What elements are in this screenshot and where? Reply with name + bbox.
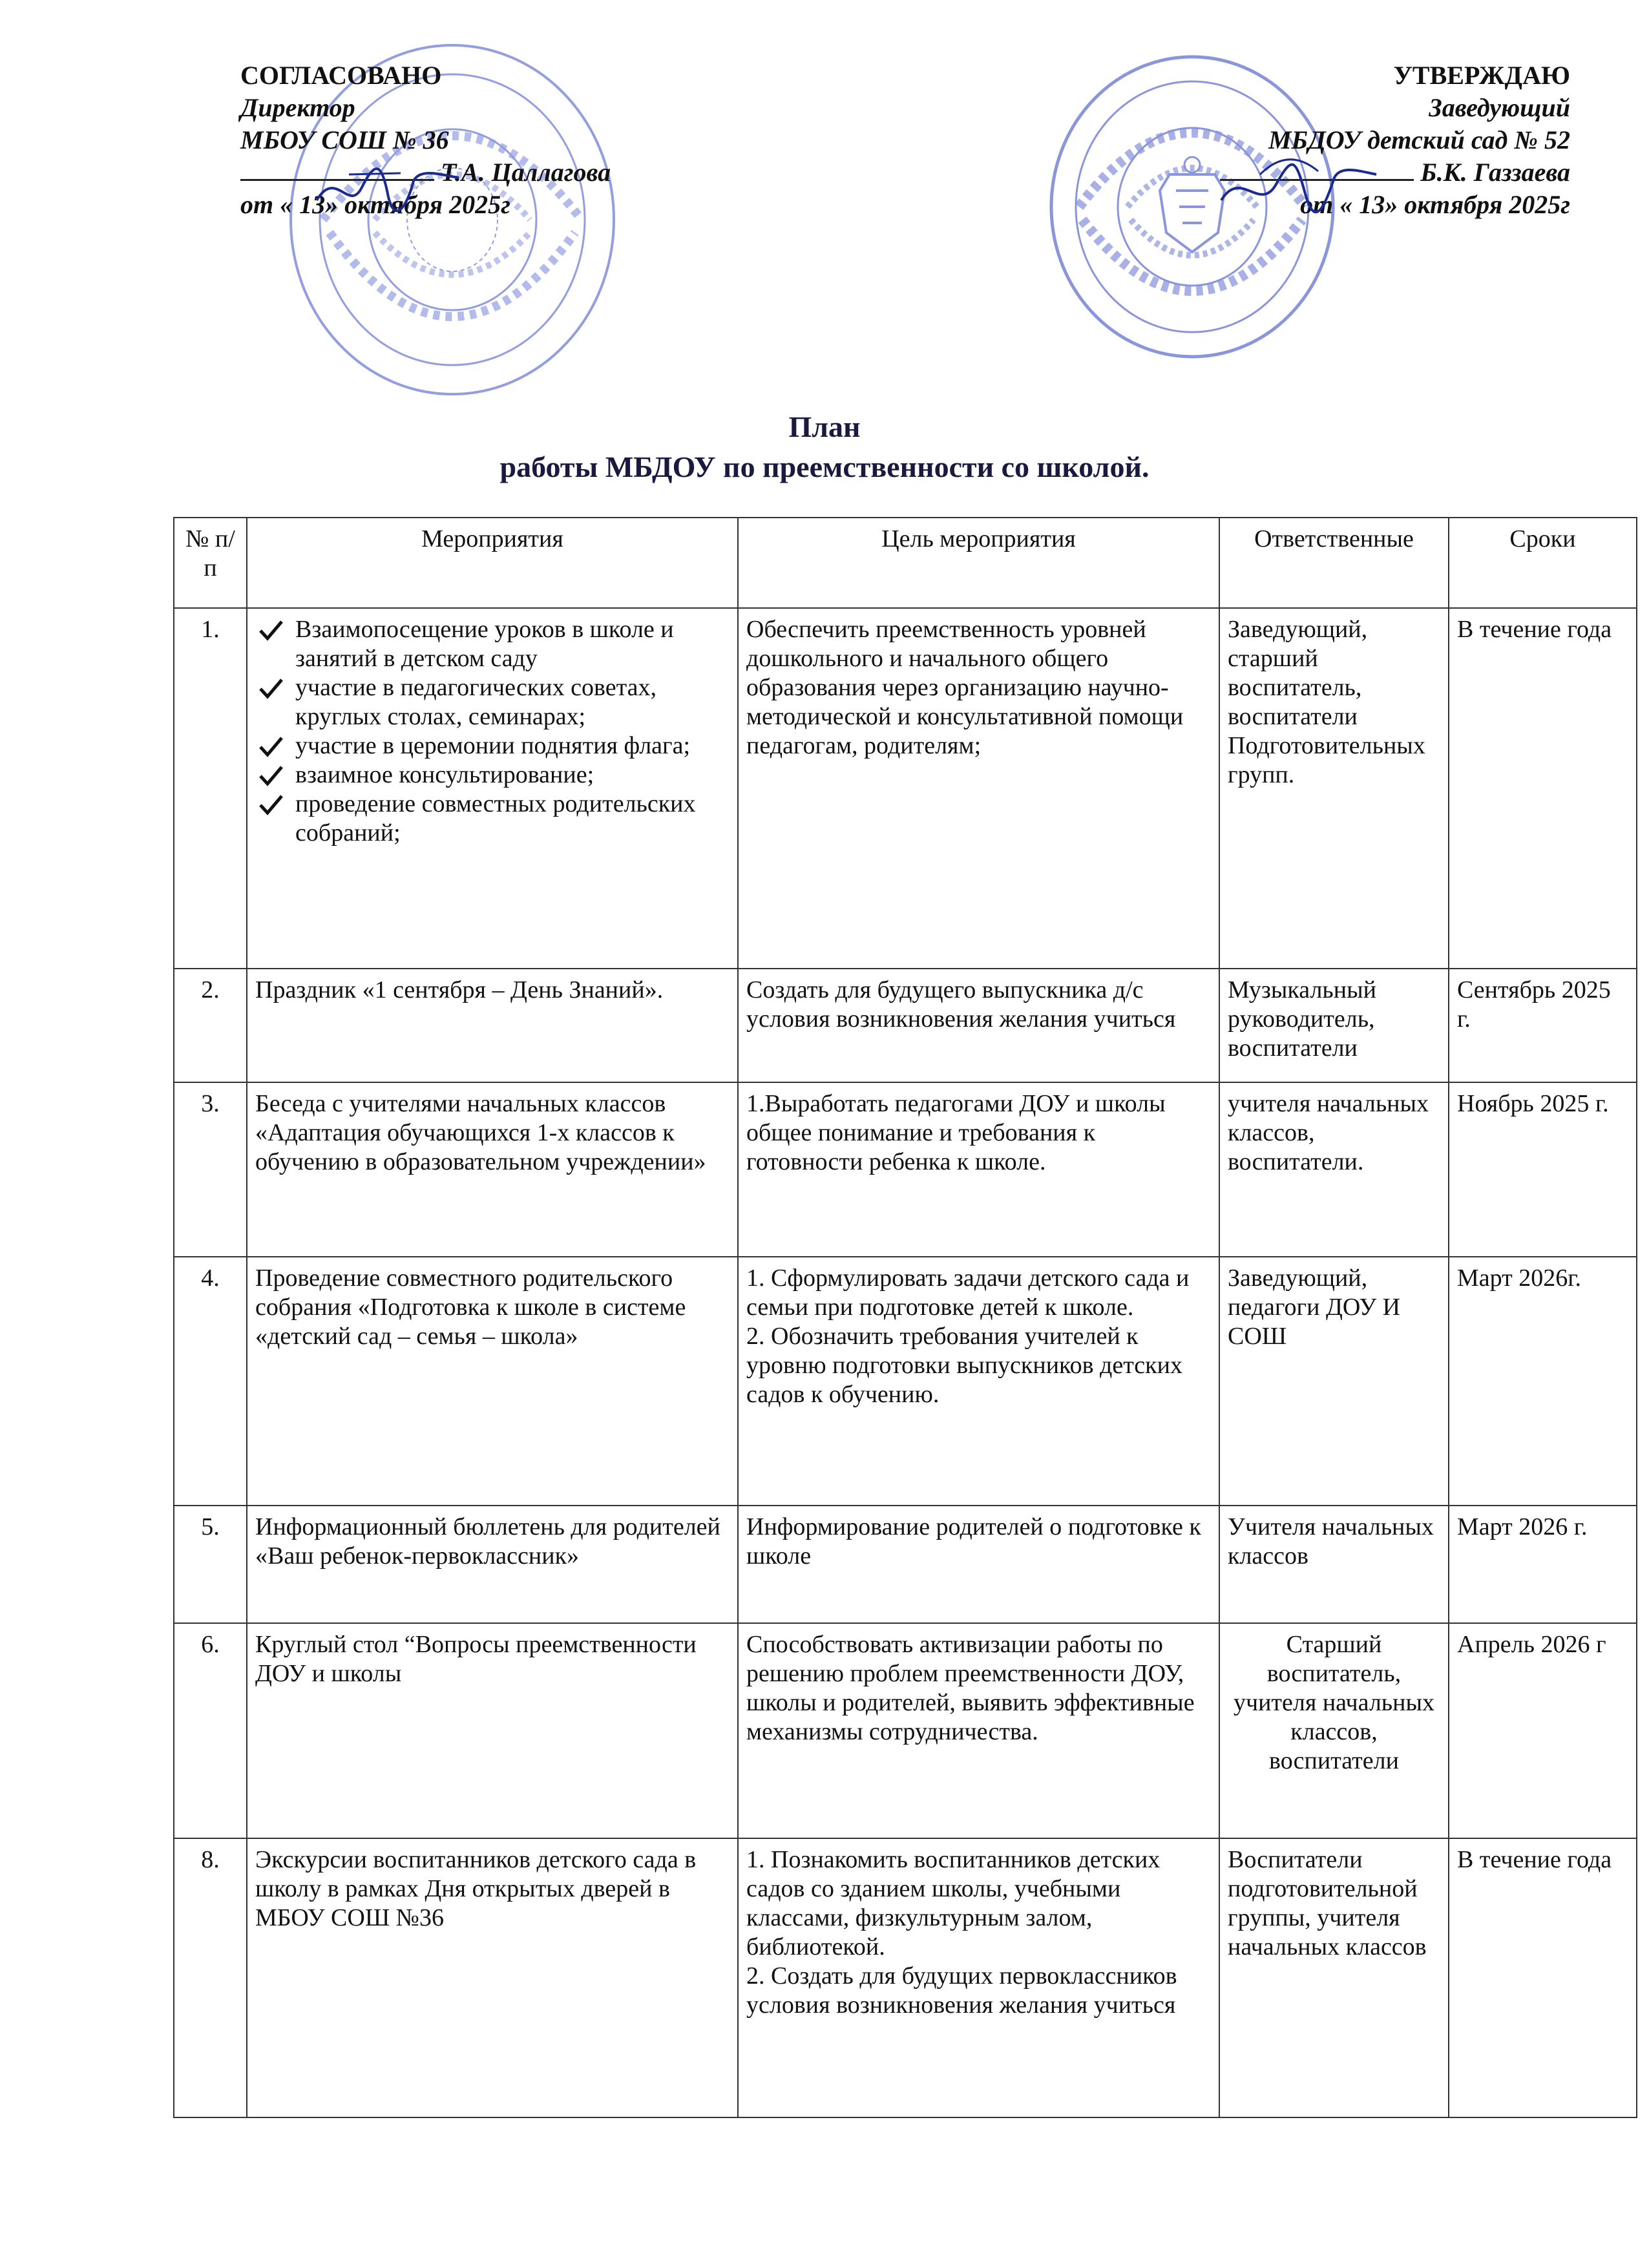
checklist-item-text: проведение совместных родительских собраний; — [295, 790, 696, 846]
row-event: Информационный бюллетень для родителей «Ваш ребенок-первоклассник» — [247, 1506, 738, 1623]
table-header-row — [174, 518, 1637, 608]
row-num: 1. — [174, 608, 247, 969]
document-title: План — [788, 410, 861, 443]
checklist-item-text: взаимное консультирование; — [295, 761, 594, 788]
goal-line: 1. Сформулировать задачи детского сада и семьи при подготовке детей к школе. — [746, 1265, 1190, 1321]
table-row — [174, 1082, 1637, 1257]
row-responsible: Учителя начальных классов — [1219, 1506, 1449, 1623]
table-row — [174, 1838, 1637, 2117]
goal-line: 2. Создать для будущих первоклассников условия возникновения желания учиться — [746, 1962, 1177, 2019]
row-event: Экскурсии воспитанников детского сада в школу в рамках Дня открытых дверей в МБОУ СОШ №36 — [247, 1838, 738, 2117]
header-num: № п/п — [174, 518, 247, 608]
row-dates: Сентябрь 2025 г. — [1449, 969, 1637, 1082]
row-dates: В течение года — [1449, 1838, 1637, 2117]
document-title-block — [0, 407, 1649, 487]
row-goal — [738, 1838, 1219, 2117]
approval-right-organization: МБДОУ детский сад № 52 — [1268, 125, 1570, 154]
plan-table — [173, 517, 1637, 2118]
row-num: 4. — [174, 1257, 247, 1506]
row-num: 8. — [174, 1838, 247, 2117]
table-row — [174, 608, 1637, 969]
approval-left-name: Т.А. Цаллагова — [441, 158, 611, 187]
checklist-item-text: участие в педагогических советах, круглых столах, семинарах; — [295, 674, 657, 730]
table-row — [174, 1623, 1637, 1838]
approval-left-title: СОГЛАСОВАНО — [240, 61, 442, 90]
row-num: 2. — [174, 969, 247, 1082]
row-dates: В течение года — [1449, 608, 1637, 969]
row-num: 5. — [174, 1506, 247, 1623]
row-event: Проведение совместного родительского собрания «Подготовка к школе в системе «детский сад – семья – школа» — [247, 1257, 738, 1506]
row-goal: Создать для будущего выпускника д/с условия возникновения желания учиться — [738, 969, 1219, 1082]
table-row — [174, 1257, 1637, 1506]
approval-left-organization: МБОУ СОШ № 36 — [240, 125, 449, 154]
row-responsible: Заведующий, старший воспитатель, воспитатели Подготовительных групп. — [1219, 608, 1449, 969]
header-responsible: Ответственные — [1219, 518, 1449, 608]
row-responsible: Старший воспитатель, учителя начальных классов, воспитатели — [1219, 1623, 1449, 1838]
row-goal: Способствовать активизации работы по решению проблем преемственности ДОУ, школы и родителей, выявить эффективные механизмы сотрудничества. — [738, 1623, 1219, 1838]
row-responsible: учителя начальных классов, воспитатели. — [1219, 1082, 1449, 1257]
approval-left-position: Директор — [240, 93, 355, 122]
approval-right-name: Б.К. Газзаева — [1420, 158, 1570, 187]
row-goal: Информирование родителей о подготовке к школе — [738, 1506, 1219, 1623]
row-event: Круглый стол “Вопросы преемственности ДОУ и школы — [247, 1623, 738, 1838]
approval-right-title: УТВЕРЖДАЮ — [1393, 61, 1570, 90]
row-dates: Март 2026г. — [1449, 1257, 1637, 1506]
header-goal: Цель мероприятия — [738, 518, 1219, 608]
goal-line: 1. Познакомить воспитанников детских садов со зданием школы, учебными классами, физкультурным залом, библиотекой. — [746, 1846, 1161, 1960]
goal-line: 2. Обозначить требования учителей к уровню подготовки выпускников детских садов к обучению. — [746, 1323, 1182, 1408]
checklist-item — [255, 790, 730, 848]
event-checklist — [255, 615, 730, 848]
checklist-item-text: участие в церемонии поднятия флага; — [295, 732, 691, 759]
signature-right — [1215, 149, 1383, 220]
row-goal: 1.Выработать педагогами ДОУ и школы общее понимание и требования к готовности ребенка к школе. — [738, 1082, 1219, 1257]
header-dates: Сроки — [1449, 518, 1637, 608]
table-row — [174, 1506, 1637, 1623]
approval-right-date: от « 13» октября 2025г — [1300, 190, 1570, 219]
signature-left — [310, 155, 465, 220]
row-num: 6. — [174, 1623, 247, 1838]
row-event: Беседа с учителями начальных классов «Адаптация обучающихся 1-х классов к обучению в образовательном учреждении» — [247, 1082, 738, 1257]
approval-right-position: Заведующий — [1429, 93, 1570, 122]
checkmark-icon — [258, 619, 284, 642]
approval-left-date: от « 13» октября 2025г — [240, 190, 510, 219]
row-dates: Ноябрь 2025 г. — [1449, 1082, 1637, 1257]
row-responsible: Музыкальный руководитель, воспитатели — [1219, 969, 1449, 1082]
document-subtitle: работы МБДОУ по преемственности со школой. — [499, 450, 1150, 483]
row-goal: Обеспечить преемственность уровней дошкольного и начального общего образования через организацию научно-методической и консультативной помощи педагогам, родителям; — [738, 608, 1219, 969]
header-event: Мероприятия — [247, 518, 738, 608]
row-num: 3. — [174, 1082, 247, 1257]
row-events — [247, 608, 738, 969]
checkmark-icon — [258, 677, 284, 700]
row-goal — [738, 1257, 1219, 1506]
row-dates: Март 2026 г. — [1449, 1506, 1637, 1623]
checkmark-icon — [258, 735, 284, 759]
row-responsible: Воспитатели подготовительной группы, учителя начальных классов — [1219, 1838, 1449, 2117]
row-dates: Апрель 2026 г — [1449, 1623, 1637, 1838]
table-row — [174, 969, 1637, 1082]
checklist-item — [255, 615, 730, 673]
checklist-item — [255, 673, 730, 731]
row-event: Праздник «1 сентября – День Знаний». — [247, 969, 738, 1082]
checkmark-icon — [258, 793, 284, 817]
row-responsible: Заведующий, педагоги ДОУ И СОШ — [1219, 1257, 1449, 1506]
checklist-item-text: Взаимопосещение уроков в школе и занятий в детском саду — [295, 616, 674, 672]
checklist-item — [255, 731, 730, 761]
checklist-item — [255, 761, 730, 790]
checkmark-icon — [258, 764, 284, 788]
